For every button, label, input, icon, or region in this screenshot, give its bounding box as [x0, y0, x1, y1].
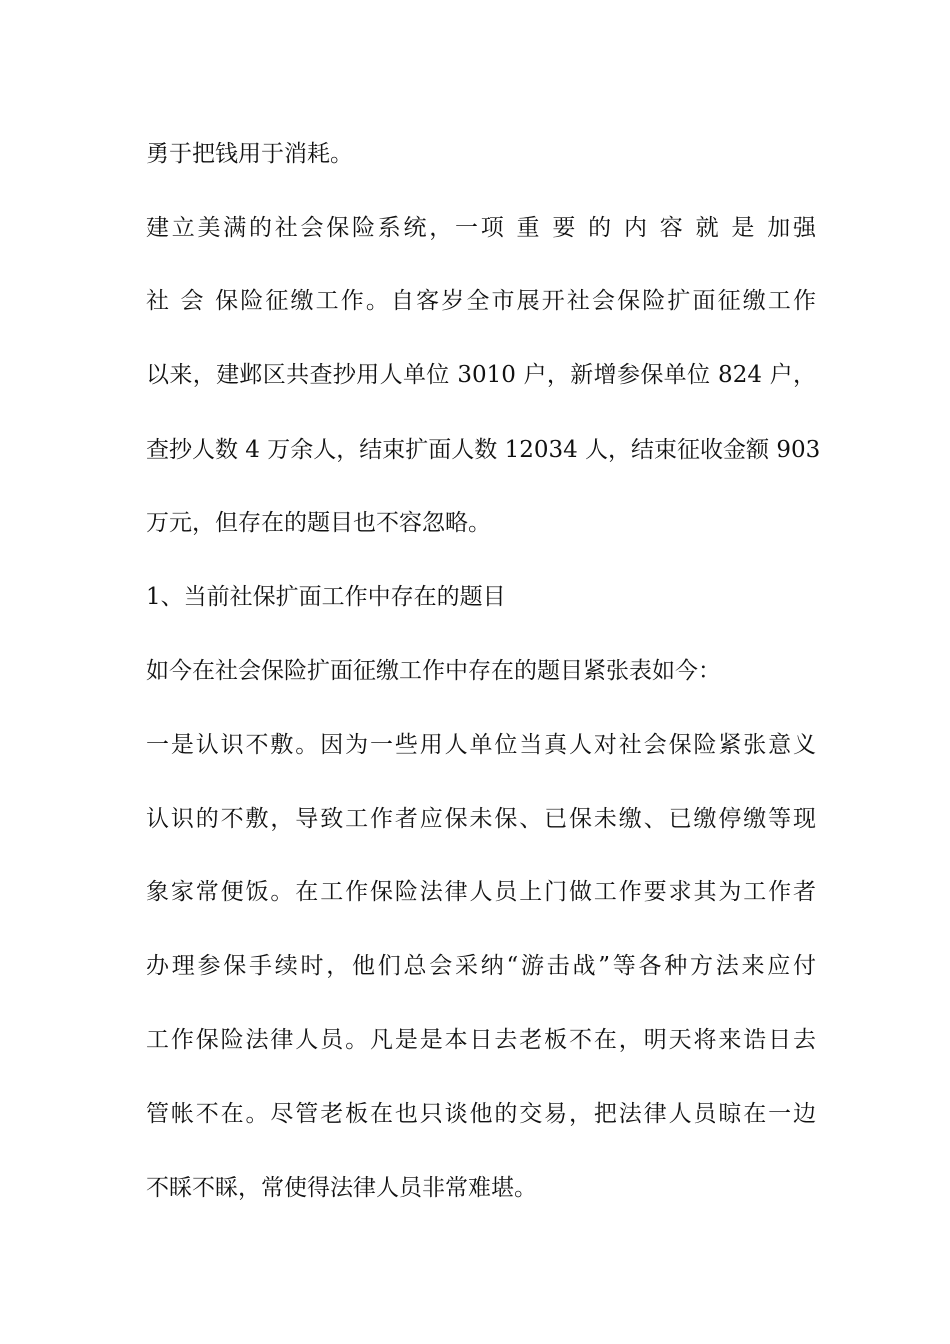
paragraph-line: 万元，但存在的题目也不容忽略。 — [146, 510, 491, 536]
paragraph-line: 不睬不睬，常使得法律人员非常难堪。 — [146, 1175, 537, 1201]
paragraph-line: 工作保险法律人员。凡是是本日去老板不在，明天将来诰日去 — [146, 1027, 816, 1053]
paragraph-line: 象家常便饭。在工作保险法律人员上门做工作要求其为工作者 — [146, 879, 816, 905]
paragraph-line: 以来，建邺区共查抄用人单位 3010 户，新增参保单位 824 户， — [146, 362, 816, 388]
paragraph-line: 办理参保手续时，他们总会采纳“游击战”等各种方法来应付 — [146, 953, 816, 979]
paragraph-line: 管帐不在。尽管老板在也只谈他的交易，把法律人员晾在一边 — [146, 1101, 816, 1127]
paragraph-line: 认识的不敷，导致工作者应保未保、已保未缴、已缴停缴等现 — [146, 806, 816, 832]
paragraph-line: 查抄人数 4 万余人，结束扩面人数 12034 人，结束征收金额 903 — [146, 437, 821, 463]
paragraph-line: 如今在社会保险扩面征缴工作中存在的题目紧张表如今： — [146, 658, 721, 684]
section-heading: 1、当前社保扩面工作中存在的题目 — [146, 584, 506, 610]
paragraph-line: 一是认识不敷。因为一些用人单位当真人对社会保险紧张意义 — [146, 732, 816, 758]
paragraph-line: 建立美满的社会保险系统，一项 重 要 的 内 容 就 是 加强 — [146, 215, 816, 241]
paragraph-line: 勇于把钱用于消耗。 — [146, 141, 353, 167]
paragraph-line: 社 会 保险征缴工作。自客岁全市展开社会保险扩面征缴工作 — [146, 288, 816, 314]
